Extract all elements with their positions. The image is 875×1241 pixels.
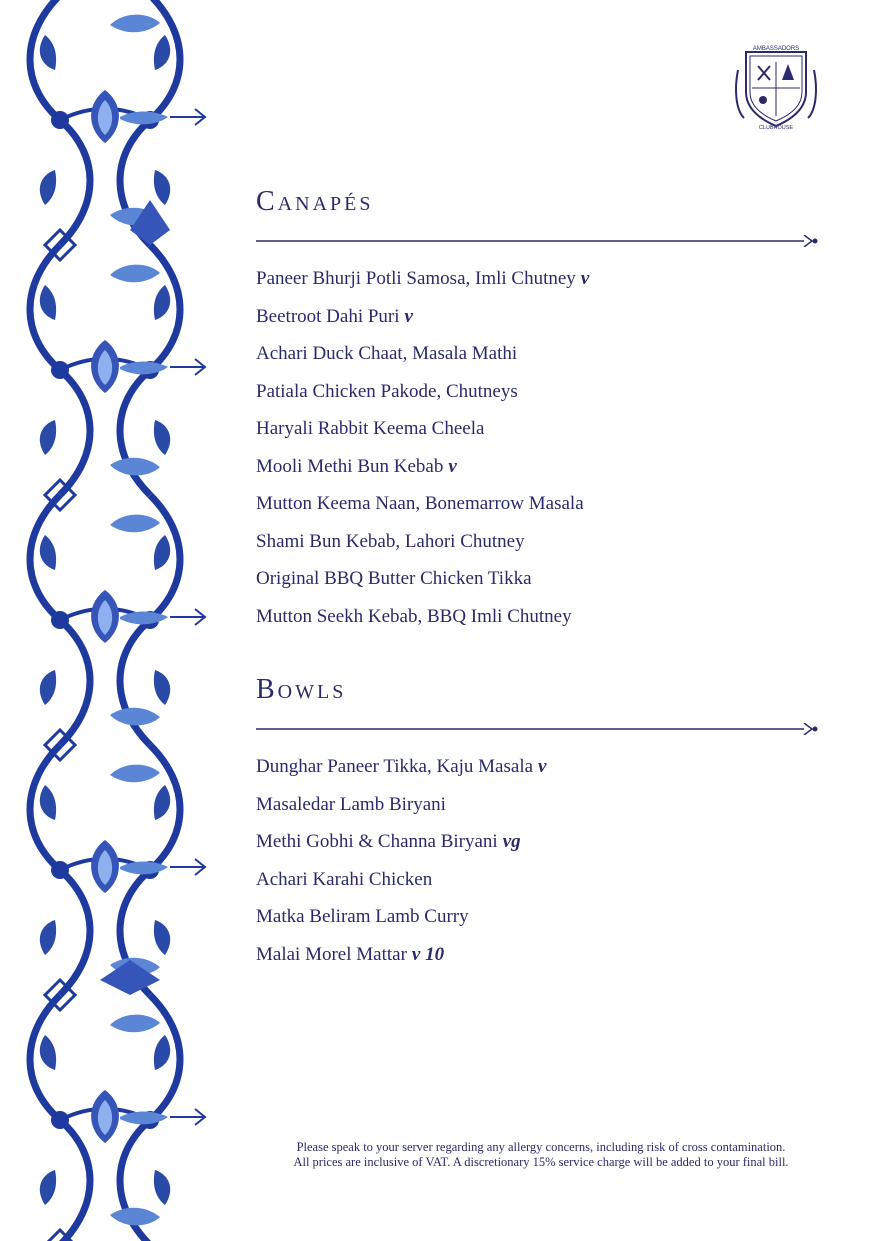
dietary-tag: v (538, 756, 547, 777)
menu-item-name: Mutton Keema Naan, Bonemarrow Masala (256, 493, 584, 514)
menu-item (256, 794, 446, 816)
ambassadors-clubhouse-crest (732, 40, 820, 130)
section-divider (256, 235, 820, 247)
dietary-tag: vg (502, 831, 521, 852)
menu-item-name: Achari Karahi Chicken (256, 868, 433, 890)
menu-item (256, 418, 484, 440)
menu-item (256, 268, 589, 290)
menu-item (256, 493, 584, 515)
dietary-tag: v (448, 455, 457, 477)
menu-item-name: Methi Gobhi & Channa Biryani (256, 831, 498, 852)
menu-item-name: Patiala Chicken Pakode, Chutneys (256, 380, 518, 402)
bird-motif-icon (130, 200, 170, 245)
menu-item-name: Paneer Bhurji Potli Samosa, Imli Chutney (256, 268, 576, 289)
crest-bottom-text: CLUBHOUSE (758, 125, 794, 130)
allergy-notice: Please speak to your server regarding any allergy concerns, including risk of cross contamination. (296, 1140, 786, 1154)
footer-notice (256, 1140, 826, 1170)
menu-item-name: Dunghar Paneer Tikka, Kaju Masala (256, 756, 534, 777)
service-charge-notice: All prices are inclusive of VAT. A discretionary 15% service charge will be added to your final bill. (293, 1155, 789, 1169)
menu-item (256, 568, 532, 590)
dietary-tag: v 10 (411, 943, 445, 965)
menu-item-name: Matka Beliram Lamb Curry (256, 906, 469, 927)
dietary-tag: v (580, 268, 590, 289)
menu-item-name: Masaledar Lamb Biryani (256, 793, 446, 815)
section-title-canapes: Canapés (256, 186, 374, 217)
menu-item-name: Haryali Rabbit Keema Cheela (256, 418, 485, 439)
menu-item (256, 531, 525, 553)
menu-item-name: Mooli Methi Bun Kebab (256, 455, 444, 477)
menu-item (256, 343, 517, 365)
menu-item (256, 756, 546, 778)
section-divider (256, 723, 820, 735)
menu-item (256, 906, 469, 928)
menu-item (256, 869, 432, 891)
menu-item (256, 831, 521, 853)
menu-item (256, 456, 457, 478)
floral-border (0, 0, 215, 1241)
crest-top-text: AMBASSADORS (752, 46, 800, 52)
menu-item-name: Original BBQ Butter Chicken Tikka (256, 568, 532, 589)
bird-icon (759, 96, 767, 104)
menu-item-name: Shami Bun Kebab, Lahori Chutney (256, 530, 525, 552)
menu-item-name: Mutton Seekh Kebab, BBQ Imli Chutney (256, 605, 572, 627)
menu-item-name: Beetroot Dahi Puri (256, 305, 400, 327)
menu-item-name: Malai Morel Mattar (256, 943, 407, 965)
menu-item (256, 606, 572, 628)
menu-item (256, 944, 444, 966)
section-title-bowls: Bowls (256, 674, 347, 705)
menu-item (256, 306, 413, 328)
menu-item (256, 381, 518, 403)
menu-item-name: Achari Duck Chaat, Masala Mathi (256, 343, 518, 364)
dietary-tag: v (404, 305, 413, 327)
